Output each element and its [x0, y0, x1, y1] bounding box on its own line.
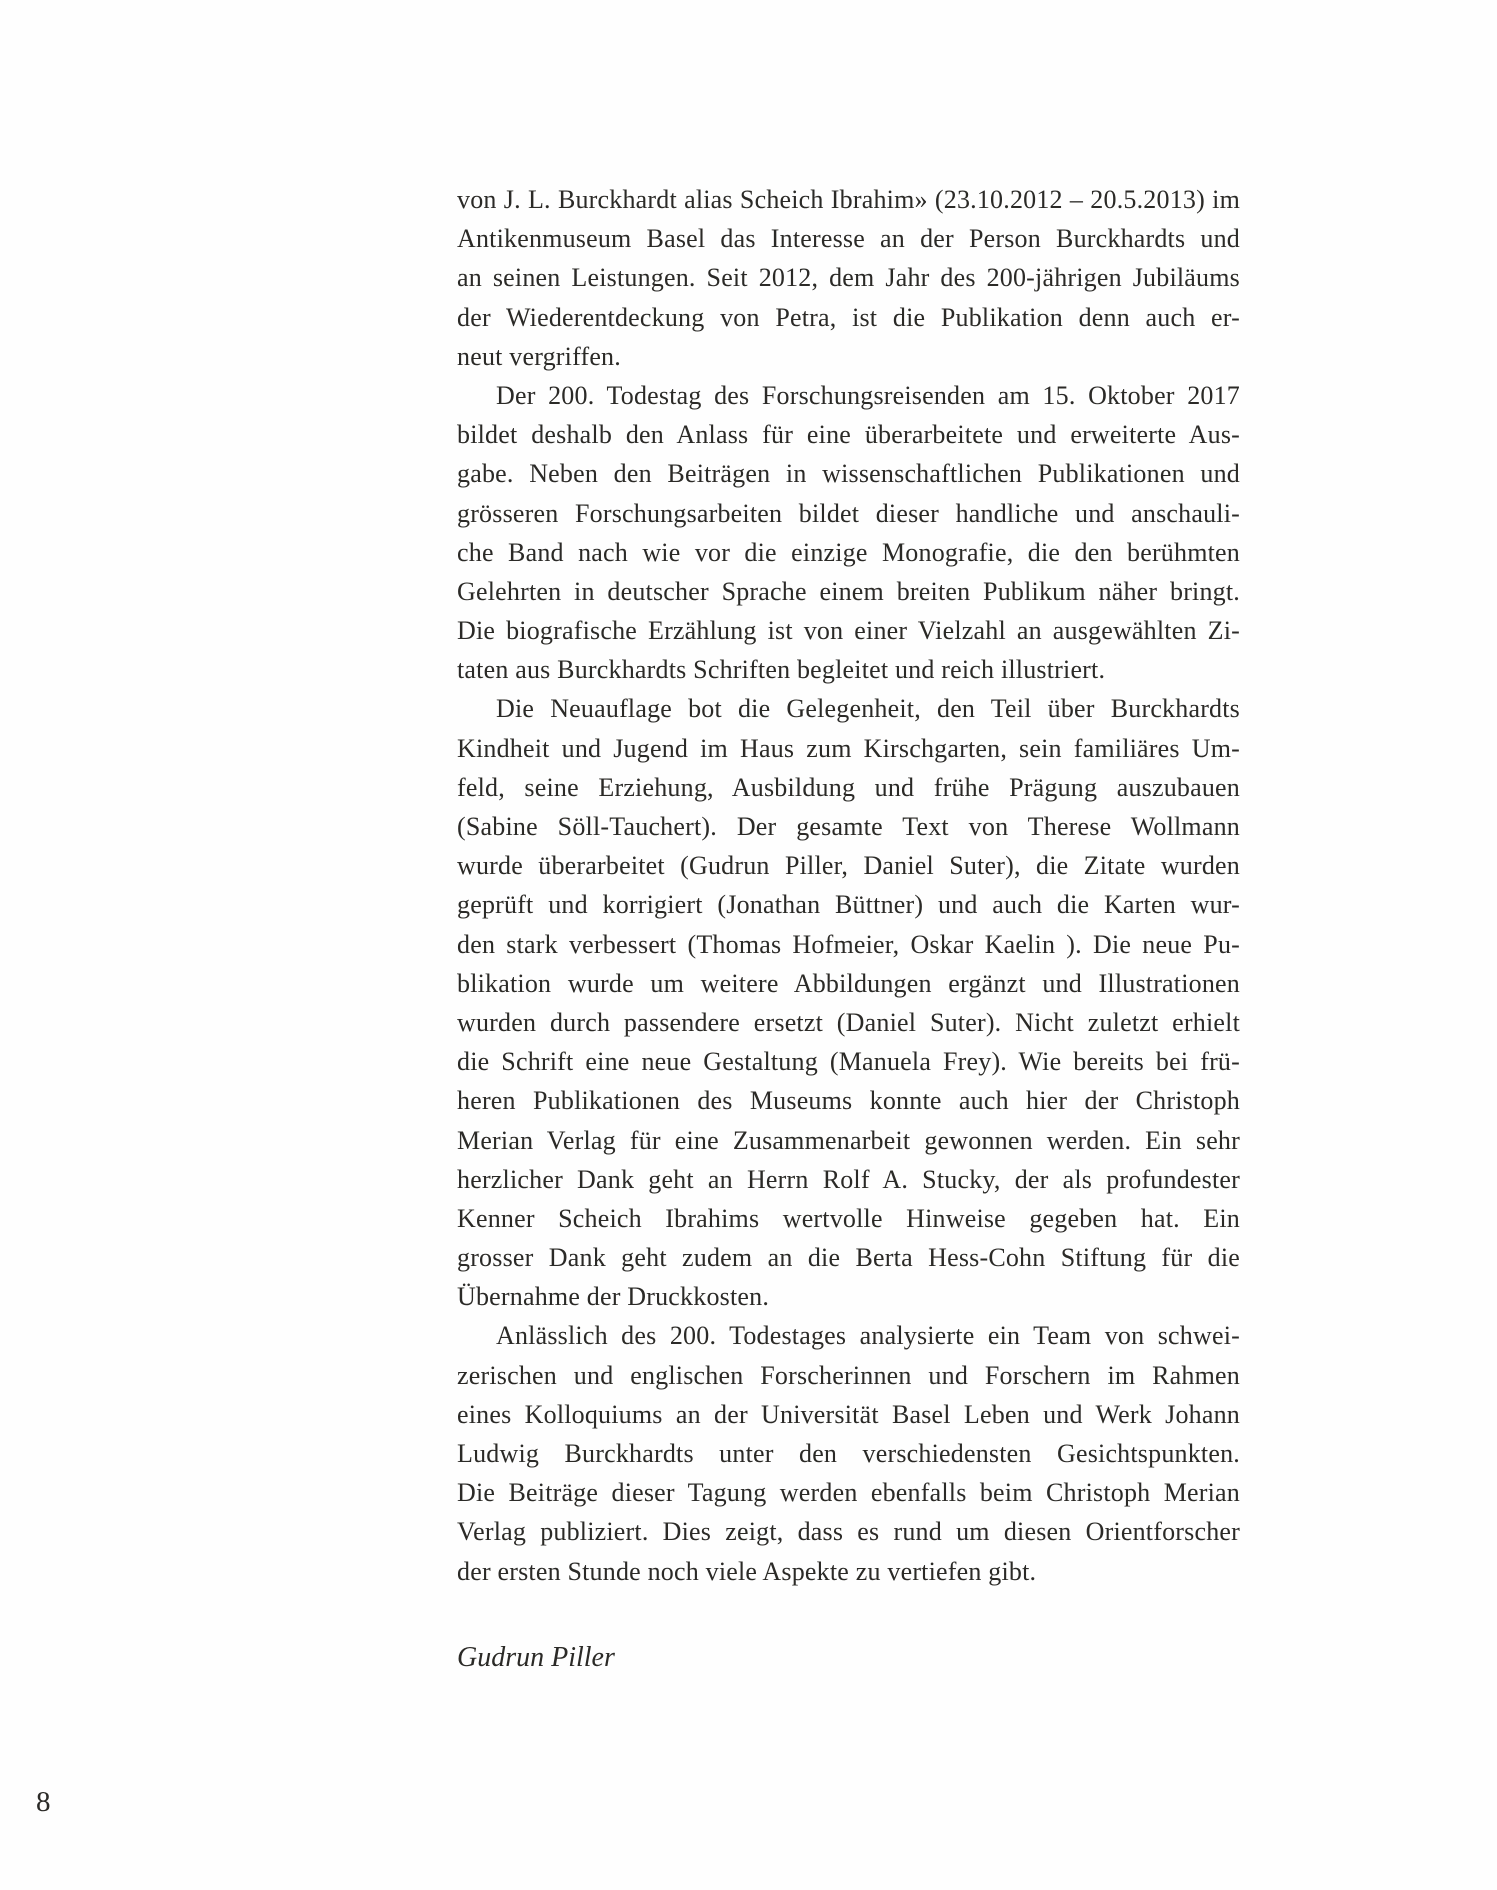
text-line: von J. L. Burckhardt alias Scheich Ibrahim» (23.10.2012 – 20.5.2013) im — [457, 185, 1240, 214]
text-line: Gelehrten in deutscher Sprache einem breiten Publikum näher bringt. — [457, 576, 1240, 606]
text-line: blikation wurde um weitere Abbildungen ergänzt und Illustrationen — [457, 968, 1240, 998]
text-line: geprüft und korrigiert (Jonathan Büttner) und auch die Karten wur- — [457, 890, 1240, 920]
text-line: Kenner Scheich Ibrahims wertvolle Hinweise gegeben hat. Ein — [457, 1203, 1240, 1233]
text-line: Ludwig Burckhardts unter den verschiedensten Gesichtspunkten. — [457, 1439, 1240, 1468]
text-line: Übernahme der Druckkosten. — [457, 1282, 770, 1312]
page-number: 8 — [36, 1786, 51, 1818]
text-line: feld, seine Erziehung, Ausbildung und frühe Prägung auszubauen — [457, 772, 1240, 802]
text-line: grösseren Forschungsarbeiten bildet dieser handliche und anschauli- — [457, 498, 1240, 528]
text-line: an seinen Leistungen. Seit 2012, dem Jahr des 200-jährigen Jubiläums — [457, 263, 1240, 293]
text-line: (Sabine Söll-Tauchert). Der gesamte Text von Therese Wollmann — [457, 812, 1240, 841]
text-line: bildet deshalb den Anlass für eine überarbeitete und erweiterte Aus- — [457, 420, 1240, 450]
text-line: die Schrift eine neue Gestaltung (Manuela Frey). Wie bereits bei frü- — [457, 1047, 1240, 1077]
text-line: Merian Verlag für eine Zusammenarbeit gewonnen werden. Ein sehr — [457, 1125, 1240, 1155]
text-line: grosser Dank geht zudem an die Berta Hess-Cohn Stiftung für die — [457, 1243, 1240, 1273]
text-line: Der 200. Todestag des Forschungsreisenden am 15. Oktober 2017 — [496, 380, 1240, 410]
text-line: herzlicher Dank geht an Herrn Rolf A. Stucky, der als profundester — [457, 1164, 1240, 1194]
text-line: che Band nach wie vor die einzige Monografie, die den berühmten — [457, 537, 1240, 567]
text-line: wurde überarbeitet (Gudrun Piller, Daniel Suter), die Zitate wurden — [457, 851, 1240, 881]
text-line: zerischen und englischen Forscherinnen und Forschern im Rahmen — [457, 1360, 1240, 1390]
text-line: gabe. Neben den Beiträgen in wissenschaftlichen Publikationen und — [457, 459, 1240, 489]
text-line: heren Publikationen des Museums konnte auch hier der Christoph — [457, 1086, 1240, 1116]
text-line: taten aus Burckhardts Schriften begleitet und reich illustriert. — [457, 655, 1106, 685]
text-line: Verlag publiziert. Dies zeigt, dass es rund um diesen Orientforscher — [457, 1517, 1240, 1547]
text-line: Die biografische Erzählung ist von einer Vielzahl an ausgewählten Zi- — [457, 616, 1240, 646]
text-line: neut vergriffen. — [457, 341, 621, 371]
text-line: Anlässlich des 200. Todestages analysierte ein Team von schwei- — [496, 1321, 1240, 1351]
text-line: der Wiederentdeckung von Petra, ist die Publikation denn auch er- — [457, 302, 1240, 332]
text-line: Die Neuauflage bot die Gelegenheit, den Teil über Burckhardts — [496, 694, 1240, 724]
text-line: Antikenmuseum Basel das Interesse an der Person Burckhardts und — [457, 224, 1240, 254]
text-line: Die Beiträge dieser Tagung werden ebenfalls beim Christoph Merian — [457, 1478, 1240, 1508]
author-signature: Gudrun Piller — [457, 1642, 615, 1673]
text-line: wurden durch passendere ersetzt (Daniel Suter). Nicht zuletzt erhielt — [457, 1007, 1240, 1037]
text-line: Kindheit und Jugend im Haus zum Kirschgarten, sein familiäres Um- — [457, 733, 1240, 763]
text-line: der ersten Stunde noch viele Aspekte zu vertiefen gibt. — [457, 1556, 1037, 1586]
body-text — [457, 180, 1240, 1591]
text-line: den stark verbessert (Thomas Hofmeier, Oskar Kaelin ). Die neue Pu- — [457, 929, 1240, 959]
text-line: eines Kolloquiums an der Universität Basel Leben und Werk Johann — [457, 1399, 1240, 1429]
